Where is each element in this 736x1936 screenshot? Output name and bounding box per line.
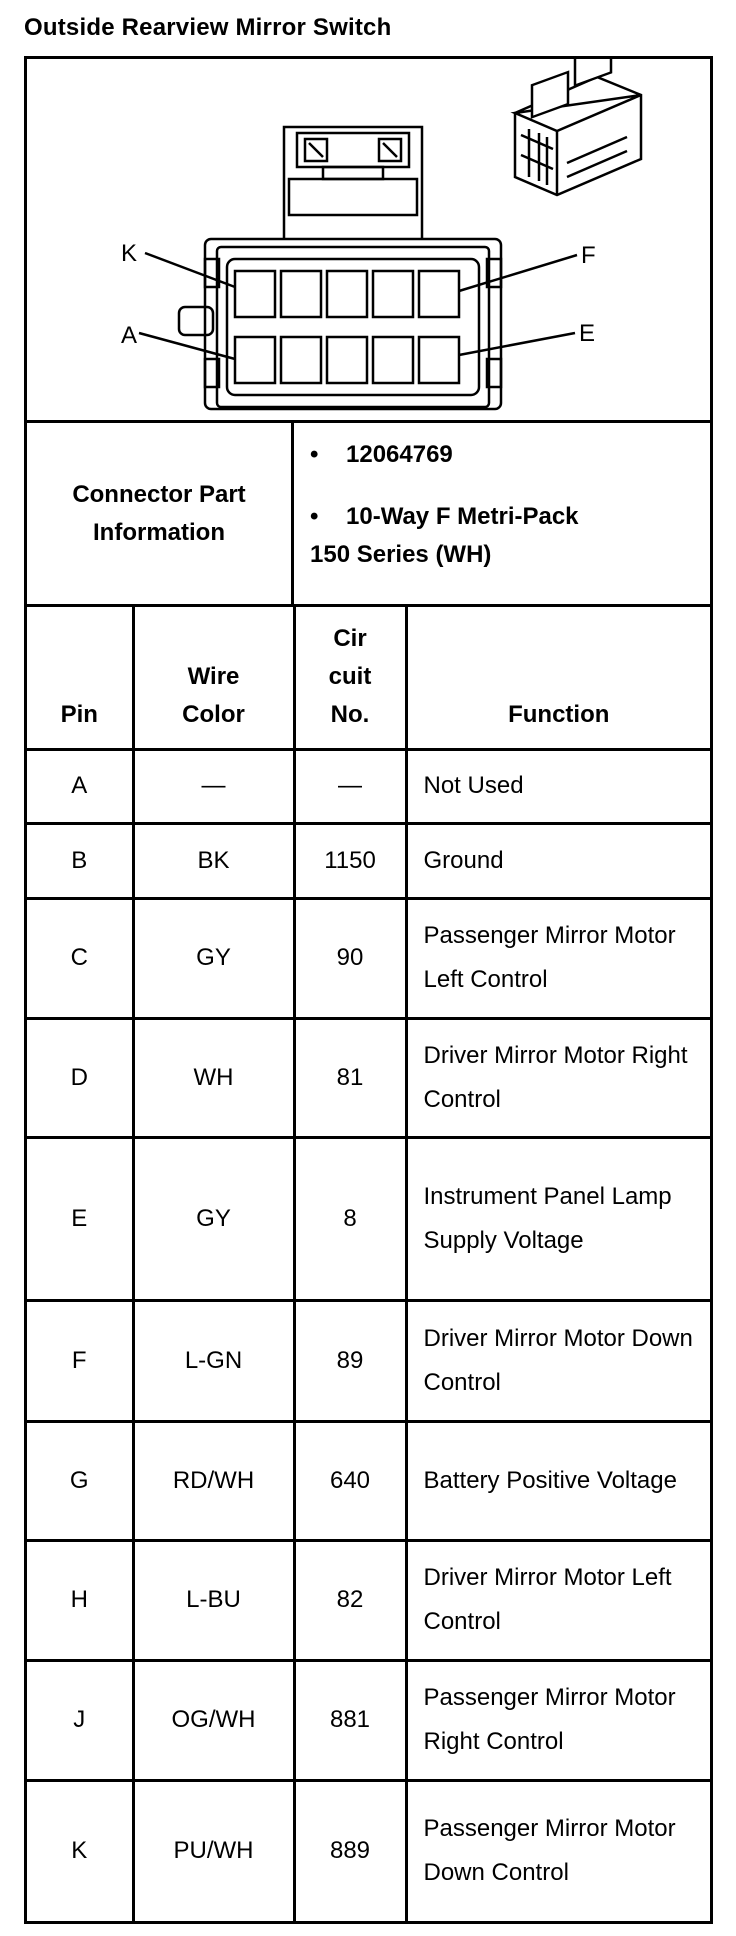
table-row: G RD/WH 640 Battery Positive Voltage — [27, 1421, 710, 1540]
connector-type-line: • 10-Way F Metri-Pack — [310, 503, 579, 530]
header-pin: Pin — [27, 607, 133, 749]
table-row: F L-GN 89 Driver Mirror Motor Down Control — [27, 1300, 710, 1421]
connector-table — [24, 56, 713, 1924]
part-info-values — [294, 423, 710, 604]
pin-label-e: E — [579, 320, 596, 347]
pin-label-f: F — [581, 242, 596, 269]
table-row: K PU/WH 889 Passenger Mirror Motor Down Control — [27, 1780, 710, 1921]
page-title: Outside Rearview Mirror Switch — [24, 14, 392, 41]
header-circuit-no: Cir cuit No. — [294, 607, 406, 749]
connector-face-drawing — [139, 127, 577, 409]
pin-label-a: A — [121, 322, 138, 349]
table-row: E GY 8 Instrument Panel Lamp Supply Voltage — [27, 1137, 710, 1300]
table-row: B BK 1150 Ground — [27, 823, 710, 898]
pin-table-header — [27, 607, 710, 749]
pin-label-k: K — [121, 240, 138, 267]
header-wire-color: Wire Color — [133, 607, 294, 749]
connector-part-info — [27, 423, 710, 607]
table-row: C GY 90 Passenger Mirror Motor Left Control — [27, 898, 710, 1018]
header-function: Function — [406, 607, 710, 749]
connector-isometric-drawing — [515, 59, 641, 195]
connector-diagram — [27, 59, 710, 423]
table-row: J OG/WH 881 Passenger Mirror Motor Right Control — [27, 1660, 710, 1780]
part-info-label: Connector Part Information — [27, 423, 294, 604]
pin-table — [27, 607, 710, 1921]
table-row: H L-BU 82 Driver Mirror Motor Left Control — [27, 1540, 710, 1660]
table-row: A — — Not Used — [27, 749, 710, 823]
table-row: D WH 81 Driver Mirror Motor Right Control — [27, 1018, 710, 1137]
connector-series-line: 150 Series (WH) — [310, 541, 492, 568]
part-number-line: • 12064769 — [310, 441, 453, 468]
